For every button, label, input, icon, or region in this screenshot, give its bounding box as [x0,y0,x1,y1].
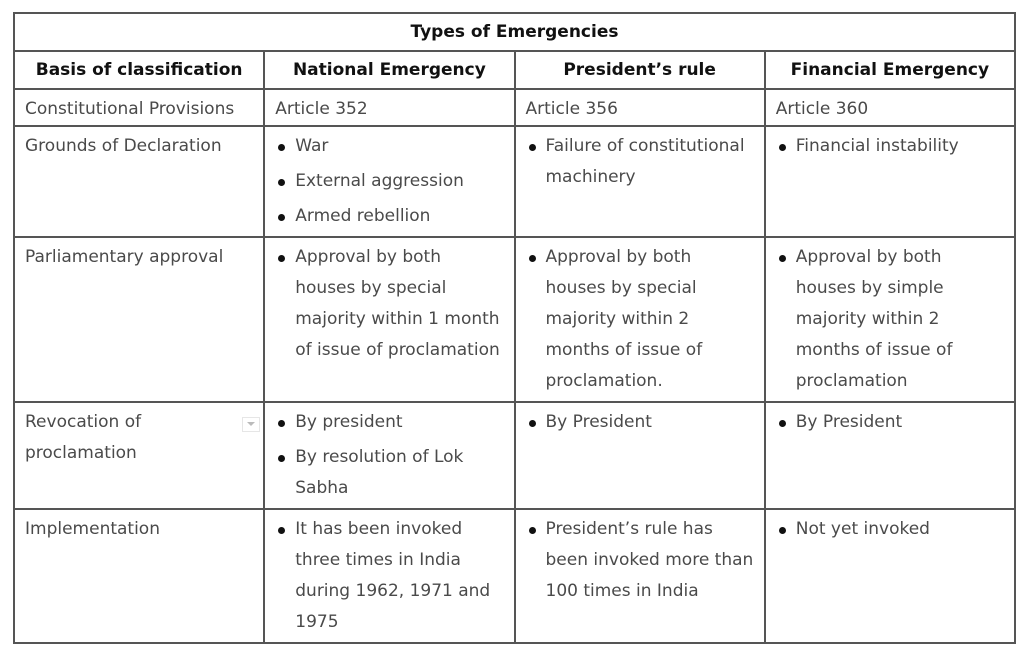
list-item: Approval by both houses by special majority within 1 month of issue of proclamation [295,242,503,366]
list-item: War [295,131,503,162]
list-item: Failure of constitutional machinery [546,131,754,193]
column-header: Financial Emergency [765,51,1015,89]
list-item: External aggression [295,166,503,197]
president-cell [515,237,765,402]
table-row [14,126,1015,237]
national-cell [264,89,514,126]
basis-cell: Constitutional Provisions [14,89,264,126]
president-cell [515,509,765,643]
list-item: By resolution of Lok Sabha [295,442,503,504]
list-item: By President [546,407,754,438]
basis-cell: Parliamentary approval [14,237,264,402]
column-header: President’s rule [515,51,765,89]
president-cell [515,402,765,509]
list-item: Approval by both houses by special majority within 2 months of issue of proclamation. [546,242,754,397]
basis-cell: Grounds of Declaration [14,126,264,237]
list-item: Financial instability [796,131,1004,162]
national-cell [264,237,514,402]
list-item: By president [295,407,503,438]
financial-cell [765,509,1015,643]
financial-cell [765,126,1015,237]
list-item: Approval by both houses by simple majority within 2 months of issue of proclamation [796,242,1004,397]
list-item: Armed rebellion [295,201,503,232]
national-cell [264,509,514,643]
table-row [14,89,1015,126]
list-item: By President [796,407,1004,438]
emergencies-table [13,12,1016,644]
financial-cell [765,237,1015,402]
president-cell [515,89,765,126]
basis-cell: Revocation of proclamation [14,402,264,509]
cell-text: Article 356 [525,99,618,119]
table-row [14,402,1015,509]
dropdown-arrow-icon[interactable] [242,417,260,432]
president-cell [515,126,765,237]
column-header: National Emergency [264,51,514,89]
list-item: President’s rule has been invoked more than 100 times in India [546,514,754,607]
table-row [14,509,1015,643]
table-row [14,237,1015,402]
list-item: Not yet invoked [796,514,1004,545]
table-title: Types of Emergencies [14,13,1015,51]
national-cell [264,126,514,237]
financial-cell [765,402,1015,509]
cell-text: Article 360 [775,99,869,119]
financial-cell [765,89,1015,126]
cell-text: Article 352 [275,99,368,119]
basis-cell: Implementation [14,509,264,643]
list-item: It has been invoked three times in India during 1962, 1971 and 1975 [295,514,503,638]
column-header: Basis of classification [14,51,264,89]
national-cell [264,402,514,509]
